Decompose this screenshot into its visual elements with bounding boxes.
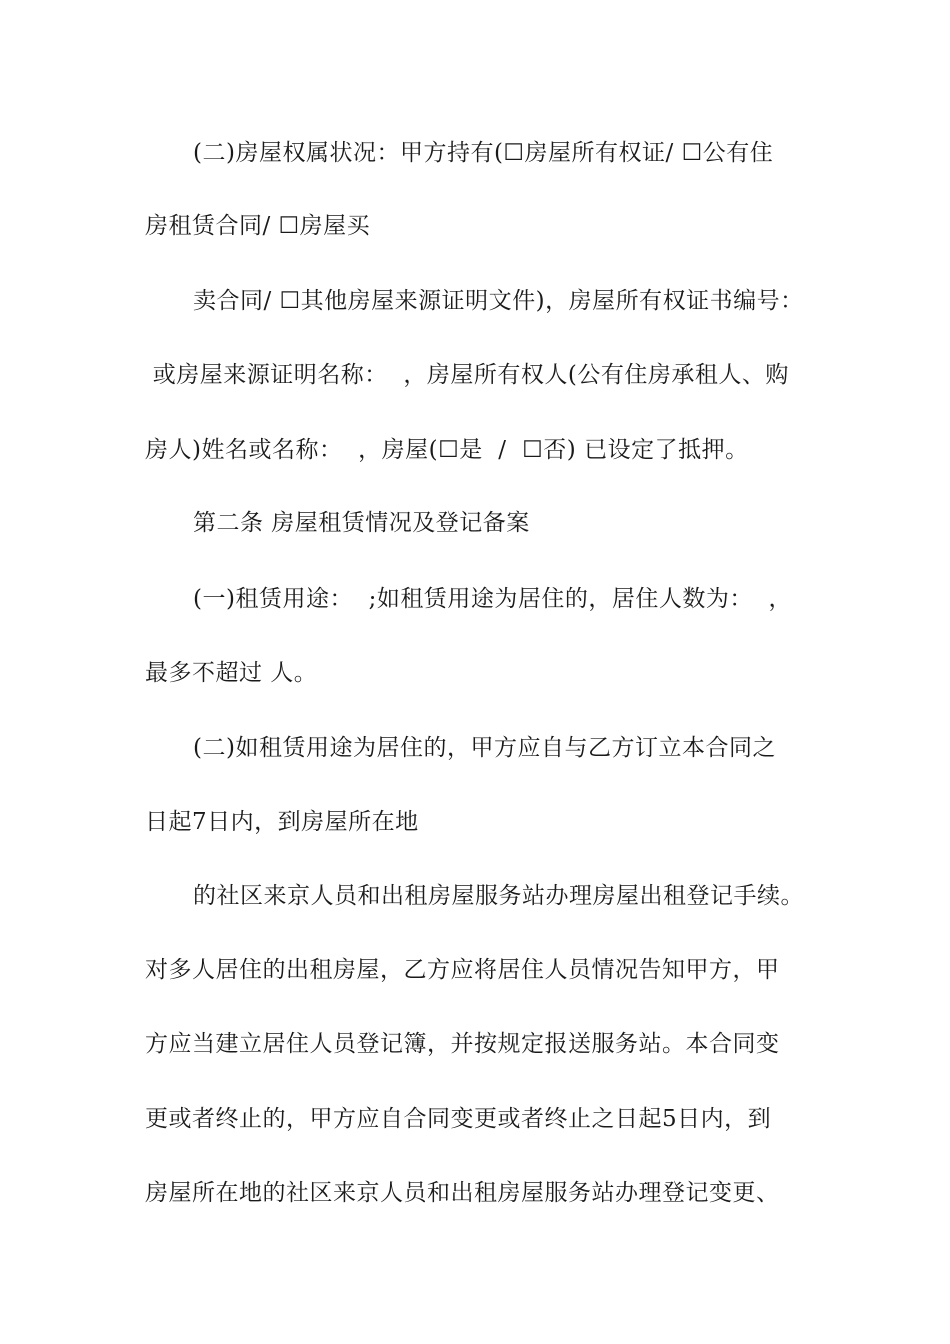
text-line-7: (一)租赁用途： ;如租赁用途为居住的，居住人数为： ， bbox=[193, 586, 792, 612]
text-line-8: 最多不超过 人。 bbox=[145, 660, 318, 686]
text-line-14: 更或者终止的，甲方应自合同变更或者终止之日起5日内，到 bbox=[145, 1106, 772, 1132]
text-line-5: 房人)姓名或名称： ，房屋(☐是 / ☐否) 已设定了抵押。 bbox=[145, 437, 749, 463]
text-line-11: 的社区来京人员和出租房屋服务站办理房屋出租登记手续。 bbox=[193, 883, 804, 909]
text-line-4: 或房屋来源证明名称： ，房屋所有权人(公有住房承租人、购 bbox=[145, 362, 789, 388]
text-line-10: 日起7日内，到房屋所在地 bbox=[145, 809, 419, 835]
text-line-15: 房屋所在地的社区来京人员和出租房屋服务站办理登记变更、 bbox=[145, 1180, 780, 1206]
text-line-12: 对多人居住的出租房屋，乙方应将居住人员情况告知甲方，甲 bbox=[145, 957, 780, 983]
text-line-13: 方应当建立居住人员登记簿，并按规定报送服务站。本合同变 bbox=[145, 1031, 780, 1057]
text-line-1: (二)房屋权属状况：甲方持有(☐房屋所有权证/ ☐公有住 bbox=[193, 140, 774, 166]
text-line-3: 卖合同/ ☐其他房屋来源证明文件)，房屋所有权证书编号： bbox=[193, 288, 804, 314]
text-line-2: 房租赁合同/ ☐房屋买 bbox=[145, 213, 371, 239]
text-line-9: (二)如租赁用途为居住的，甲方应自与乙方订立本合同之 bbox=[193, 735, 776, 761]
section-heading: 第二条 房屋租赁情况及登记备案 bbox=[193, 510, 530, 536]
